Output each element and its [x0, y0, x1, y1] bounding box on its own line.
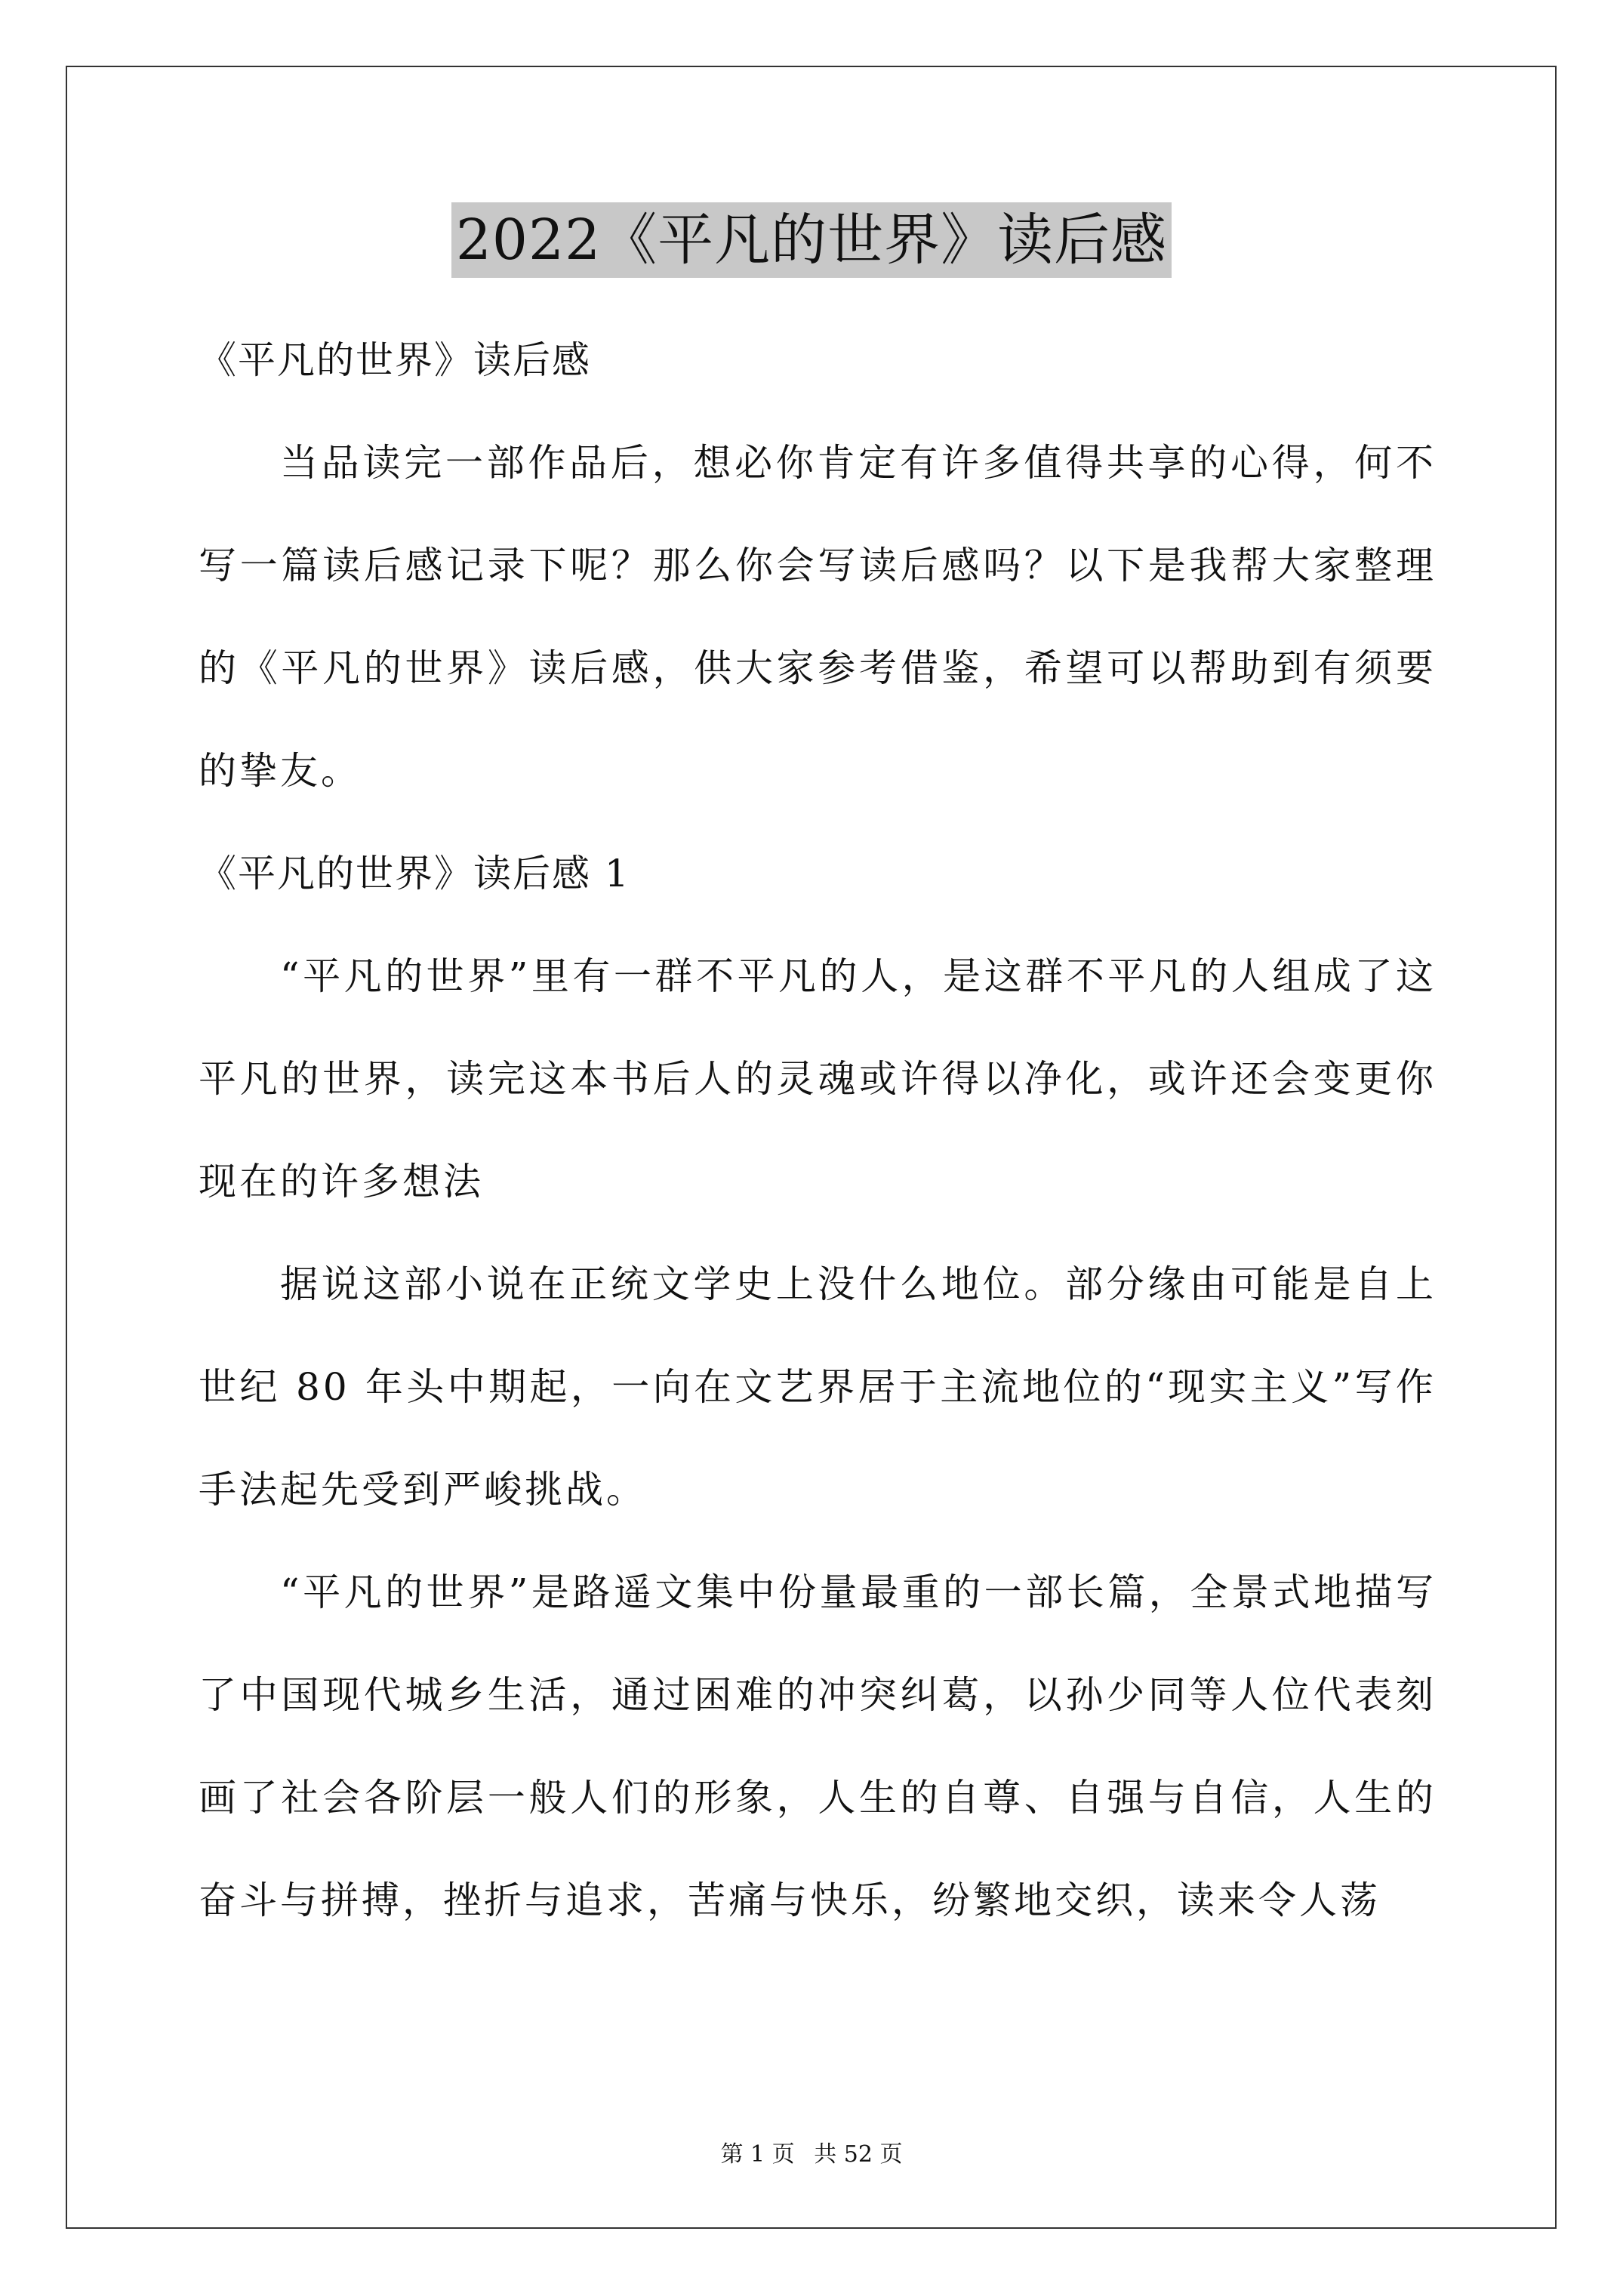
document-body: [199, 309, 1437, 1952]
body-paragraph: 据说这部小说在正统文学史上没什么地位。部分缘由可能是自上世纪 80 年头中期起，一向在文艺界居于主流地位的“现实主义”写作手法起先受到严峻挑战。: [199, 1262, 1437, 1512]
body-paragraph: “平凡的世界”里有一群不平凡的人，是这群不平凡的人组成了这平凡的世界，读完这本书后人的灵魂或许得以净化，或许还会变更你现在的许多想法: [199, 954, 1437, 1203]
document-title: 2022《平凡的世界》读后感: [451, 202, 1172, 278]
page-number: 第 1 页: [720, 2141, 795, 2168]
page-total: 共 52 页: [814, 2141, 903, 2168]
body-paragraph: “平凡的世界”是路遥文集中份量最重的一部长篇，全景式地描写了中国现代城乡生活，通过困难的冲突纠葛，以孙少同等人位代表刻画了社会各阶层一般人们的形象，人生的自尊、自强与自信，人生的奋斗与拼搏，挫折与追求，苦痛与快乐，纷繁地交织，读来令人荡: [199, 1570, 1437, 1922]
title-container: [0, 202, 1623, 278]
body-paragraph: 当品读完一部作品后，想必你肯定有许多值得共享的心得，何不写一篇读后感记录下呢？那么你会写读后感吗？以下是我帮大家整理的《平凡的世界》读后感，供大家参考借鉴，希望可以帮助到有须要的挚友。: [199, 441, 1437, 793]
page-footer: [0, 2135, 1623, 2168]
section-heading: 《平凡的世界》读后感 1: [199, 852, 630, 895]
section-heading: 《平凡的世界》读后感: [199, 338, 591, 382]
